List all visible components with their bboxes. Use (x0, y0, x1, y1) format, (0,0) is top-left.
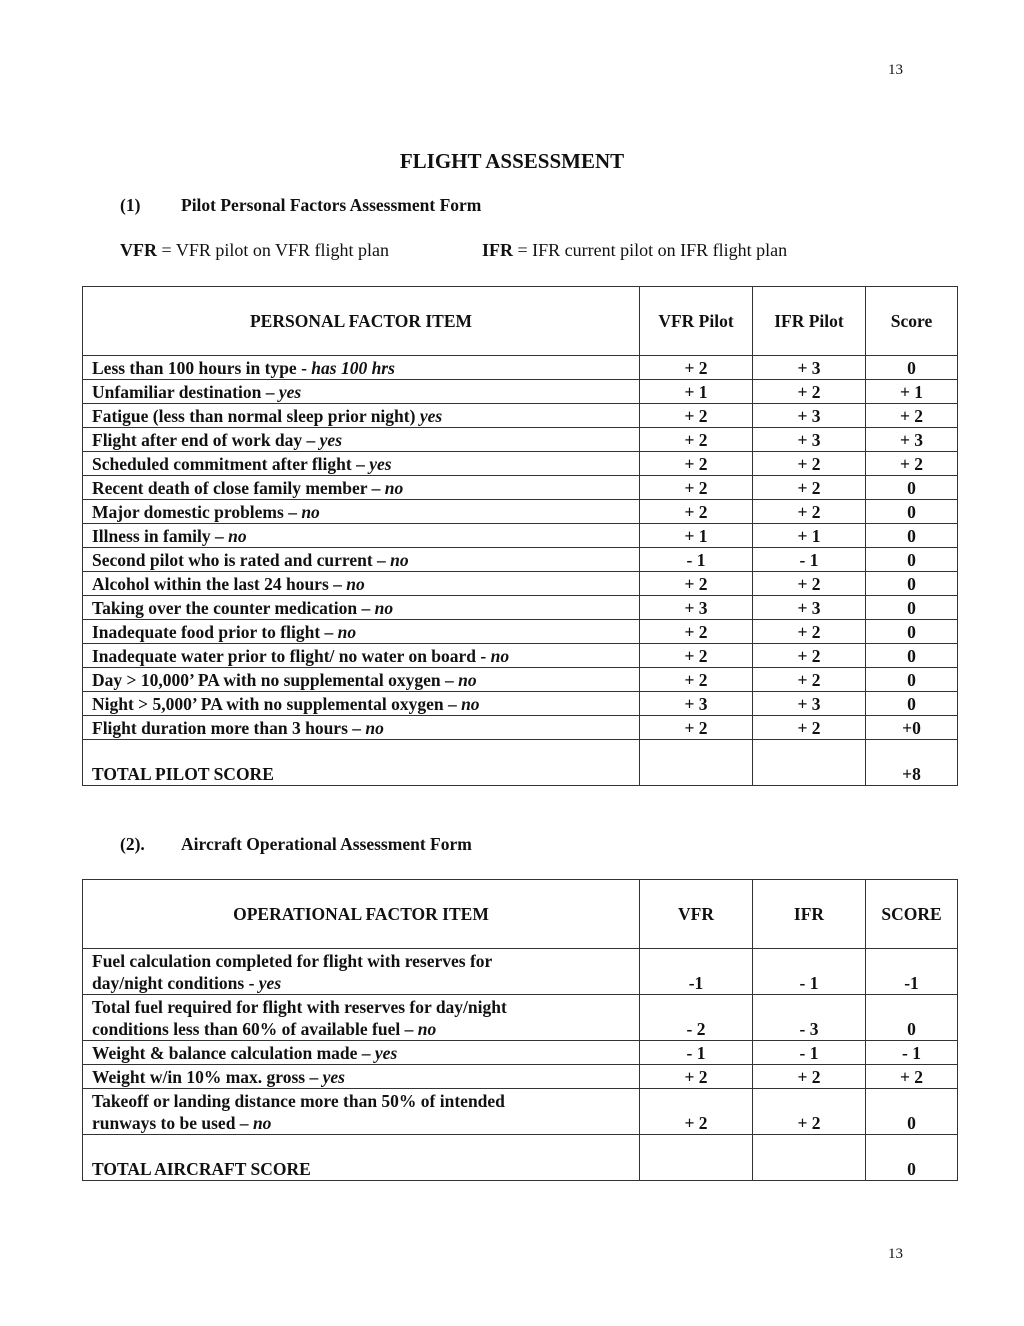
factor-item-cell (83, 572, 640, 596)
factor-item-cell (83, 1041, 640, 1065)
factor-answer: no (490, 646, 510, 666)
ifr-value: + 2 (753, 452, 866, 476)
vfr-value: + 2 (640, 572, 753, 596)
factor-item-line2 (92, 1112, 630, 1134)
ifr-value: - 1 (753, 1041, 866, 1065)
page-number-bottom: 13 (888, 1246, 903, 1262)
factor-item-text: Flight after end of work day – (92, 430, 320, 450)
score-value: 0 (866, 620, 958, 644)
table-row (83, 596, 958, 620)
table-row (83, 1089, 958, 1135)
score-value: 0 (866, 572, 958, 596)
factor-item-line2 (92, 1018, 630, 1040)
factor-item-cell (83, 1089, 640, 1135)
factor-item-cell (83, 548, 640, 572)
total-pilot-score-label: TOTAL PILOT SCORE (83, 740, 640, 786)
factor-item-cell (83, 380, 640, 404)
score-value: 0 (866, 1089, 958, 1135)
header-operational-factor-item: OPERATIONAL FACTOR ITEM (83, 880, 640, 949)
factor-item-line1: Total fuel required for flight with reserves for day/night (92, 997, 507, 1017)
section2-number: (2). (120, 834, 145, 854)
factor-item-line1: Fuel calculation completed for flight with reserves for (92, 951, 493, 971)
total-aircraft-score-label: TOTAL AIRCRAFT SCORE (83, 1135, 640, 1181)
score-value: + 2 (866, 452, 958, 476)
table-row (83, 692, 958, 716)
ifr-value: + 2 (753, 500, 866, 524)
total-row (83, 740, 958, 786)
factor-item-text: Flight duration more than 3 hours – (92, 718, 366, 738)
empty-cell (753, 1135, 866, 1181)
factor-item-cell (83, 452, 640, 476)
header-vfr-pilot: VFR Pilot (640, 287, 753, 356)
score-value: 0 (866, 668, 958, 692)
vfr-value: - 1 (640, 1041, 753, 1065)
score-value: + 3 (866, 428, 958, 452)
factor-item-line2 (92, 1066, 630, 1088)
empty-cell (753, 740, 866, 786)
header-personal-factor-item: PERSONAL FACTOR ITEM (83, 287, 640, 356)
ifr-value: + 2 (753, 644, 866, 668)
vfr-value: + 2 (640, 356, 753, 380)
factor-answer: no (301, 502, 320, 522)
factor-item-cell (83, 356, 640, 380)
vfr-value: + 1 (640, 524, 753, 548)
vfr-value: + 3 (640, 596, 753, 620)
page-number-top: 13 (888, 62, 903, 78)
ifr-value: + 3 (753, 428, 866, 452)
score-value: 0 (866, 995, 958, 1041)
factor-answer: no (461, 694, 480, 714)
page-title: FLIGHT ASSESSMENT (399, 149, 625, 173)
total-pilot-score-value: +8 (866, 740, 958, 786)
table-row (83, 548, 958, 572)
factor-item-text: Alcohol within the last 24 hours – (92, 574, 347, 594)
factor-answer: no (390, 550, 409, 570)
factor-item-text: Scheduled commitment after flight – (92, 454, 370, 474)
ifr-value: + 2 (753, 1089, 866, 1135)
factor-item-cell (83, 404, 640, 428)
table-row (83, 1041, 958, 1065)
empty-cell (640, 1135, 753, 1181)
factor-item-text: Less than 100 hours in type - (92, 358, 312, 378)
vfr-value: + 2 (640, 452, 753, 476)
score-value: 0 (866, 524, 958, 548)
factor-answer: no (346, 574, 365, 594)
ifr-value: + 2 (753, 572, 866, 596)
factor-item-cell (83, 524, 640, 548)
factor-answer: no (374, 598, 394, 618)
total-row (83, 1135, 958, 1181)
score-value: -1 (866, 949, 958, 995)
table-header-row (83, 880, 958, 949)
factor-item-cell (83, 949, 640, 995)
factor-item-text: Major domestic problems – (92, 502, 302, 522)
vfr-value: + 2 (640, 716, 753, 740)
section1-number: (1) (120, 195, 141, 215)
ifr-value: + 2 (753, 476, 866, 500)
vfr-value: + 2 (640, 620, 753, 644)
section2-heading (120, 834, 472, 855)
table-row (83, 380, 958, 404)
score-value: +0 (866, 716, 958, 740)
empty-cell (640, 740, 753, 786)
score-value: 0 (866, 548, 958, 572)
legend-vfr (120, 240, 389, 260)
ifr-value: + 2 (753, 668, 866, 692)
table-header-row (83, 287, 958, 356)
vfr-value: + 2 (640, 668, 753, 692)
factor-answer: yes (374, 1043, 398, 1063)
table-row (83, 716, 958, 740)
factor-item-line1: Takeoff or landing distance more than 50% of intended (92, 1091, 505, 1111)
factor-answer: yes (258, 973, 282, 993)
factor-item-text: Night > 5,000’ PA with no supplemental oxygen – (92, 694, 462, 714)
factor-item-text: runways to be used – (92, 1113, 253, 1133)
table-row (83, 949, 958, 995)
factor-item-text: Unfamiliar destination – (92, 382, 279, 402)
table-row (83, 524, 958, 548)
legend-ifr (482, 240, 787, 261)
factor-answer: yes (419, 406, 443, 426)
factor-item-cell (83, 668, 640, 692)
factor-item-text: Illness in family – (92, 526, 229, 546)
score-value: 0 (866, 356, 958, 380)
table-row (83, 476, 958, 500)
score-value: 0 (866, 692, 958, 716)
factor-item-text: Inadequate water prior to flight/ no water on board - (92, 646, 491, 666)
score-value: 0 (866, 476, 958, 500)
factor-item-cell (83, 596, 640, 620)
factor-item-cell (83, 716, 640, 740)
header-ifr-pilot: IFR Pilot (753, 287, 866, 356)
table-row (83, 428, 958, 452)
factor-item-text: Fatigue (less than normal sleep prior night) (92, 406, 420, 426)
factor-answer: no (384, 478, 404, 498)
vfr-value: + 1 (640, 380, 753, 404)
ifr-value: + 3 (753, 596, 866, 620)
score-value: 0 (866, 644, 958, 668)
factor-item-text: Second pilot who is rated and current – (92, 550, 391, 570)
header-score: SCORE (866, 880, 958, 949)
header-ifr: IFR (753, 880, 866, 949)
factor-answer: has 100 hrs (311, 358, 395, 378)
vfr-value: + 2 (640, 476, 753, 500)
table-row (83, 620, 958, 644)
table-row (83, 995, 958, 1041)
factor-item-cell (83, 692, 640, 716)
header-vfr: VFR (640, 880, 753, 949)
score-value: + 2 (866, 404, 958, 428)
factor-item-cell (83, 476, 640, 500)
factor-answer: no (458, 670, 477, 690)
table-row (83, 1065, 958, 1089)
ifr-value: + 3 (753, 692, 866, 716)
factor-item-text: Taking over the counter medication – (92, 598, 375, 618)
table-row (83, 452, 958, 476)
factor-item-cell (83, 644, 640, 668)
vfr-value: + 2 (640, 500, 753, 524)
ifr-value: + 2 (753, 1065, 866, 1089)
factor-item-text: conditions less than 60% of available fuel – (92, 1019, 418, 1039)
factor-answer: yes (369, 454, 392, 474)
score-value: + 1 (866, 380, 958, 404)
vfr-value: + 2 (640, 1065, 753, 1089)
legend-ifr-text: = IFR current pilot on IFR flight plan (513, 240, 788, 260)
factor-item-cell (83, 500, 640, 524)
factor-answer: no (337, 622, 357, 642)
factor-item-cell (83, 620, 640, 644)
score-value: + 2 (866, 1065, 958, 1089)
factor-answer: no (228, 526, 247, 546)
vfr-value: + 2 (640, 644, 753, 668)
legend-vfr-text: = VFR pilot on VFR flight plan (157, 240, 390, 260)
table-row (83, 572, 958, 596)
factor-answer: yes (322, 1067, 345, 1087)
ifr-value: + 2 (753, 380, 866, 404)
table-row (83, 668, 958, 692)
flight-rules-legend (120, 240, 788, 261)
table-row (83, 404, 958, 428)
factor-item-text: Day > 10,000’ PA with no supplemental oxygen – (92, 670, 459, 690)
vfr-value: - 1 (640, 548, 753, 572)
ifr-value: + 3 (753, 404, 866, 428)
ifr-value: + 1 (753, 524, 866, 548)
factor-answer: no (365, 718, 384, 738)
personal-factors-table (82, 286, 958, 786)
table-row (83, 644, 958, 668)
operational-factors-table (82, 879, 958, 1181)
factor-answer: yes (278, 382, 302, 402)
table-row (83, 500, 958, 524)
factor-item-line2 (92, 1042, 630, 1064)
factor-item-text: Recent death of close family member – (92, 478, 385, 498)
factor-item-cell (83, 995, 640, 1041)
ifr-value: - 1 (753, 949, 866, 995)
score-value: - 1 (866, 1041, 958, 1065)
vfr-value: - 2 (640, 995, 753, 1041)
factor-item-line2 (92, 972, 630, 994)
vfr-value: + 2 (640, 428, 753, 452)
table-row (83, 356, 958, 380)
vfr-value: + 2 (640, 404, 753, 428)
ifr-value: + 2 (753, 716, 866, 740)
factor-item-cell (83, 428, 640, 452)
score-value: 0 (866, 500, 958, 524)
legend-ifr-key: IFR (482, 240, 513, 260)
legend-vfr-key: VFR (120, 240, 157, 260)
ifr-value: - 1 (753, 548, 866, 572)
ifr-value: - 3 (753, 995, 866, 1041)
vfr-value: + 2 (640, 1089, 753, 1135)
section1-heading (120, 195, 481, 216)
ifr-value: + 2 (753, 620, 866, 644)
factor-item-text: Weight & balance calculation made – (92, 1043, 375, 1063)
section1-title: Pilot Personal Factors Assessment Form (181, 195, 482, 215)
section2-title: Aircraft Operational Assessment Form (181, 834, 472, 854)
vfr-value: -1 (640, 949, 753, 995)
factor-answer: no (252, 1113, 272, 1133)
header-score: Score (866, 287, 958, 356)
factor-answer: no (417, 1019, 437, 1039)
factor-answer: yes (319, 430, 343, 450)
score-value: 0 (866, 596, 958, 620)
ifr-value: + 3 (753, 356, 866, 380)
factor-item-cell (83, 1065, 640, 1089)
vfr-value: + 3 (640, 692, 753, 716)
factor-item-text: Inadequate food prior to flight – (92, 622, 338, 642)
total-aircraft-score-value: 0 (866, 1135, 958, 1181)
factor-item-text: day/night conditions - (92, 973, 259, 993)
factor-item-text: Weight w/in 10% max. gross – (92, 1067, 323, 1087)
